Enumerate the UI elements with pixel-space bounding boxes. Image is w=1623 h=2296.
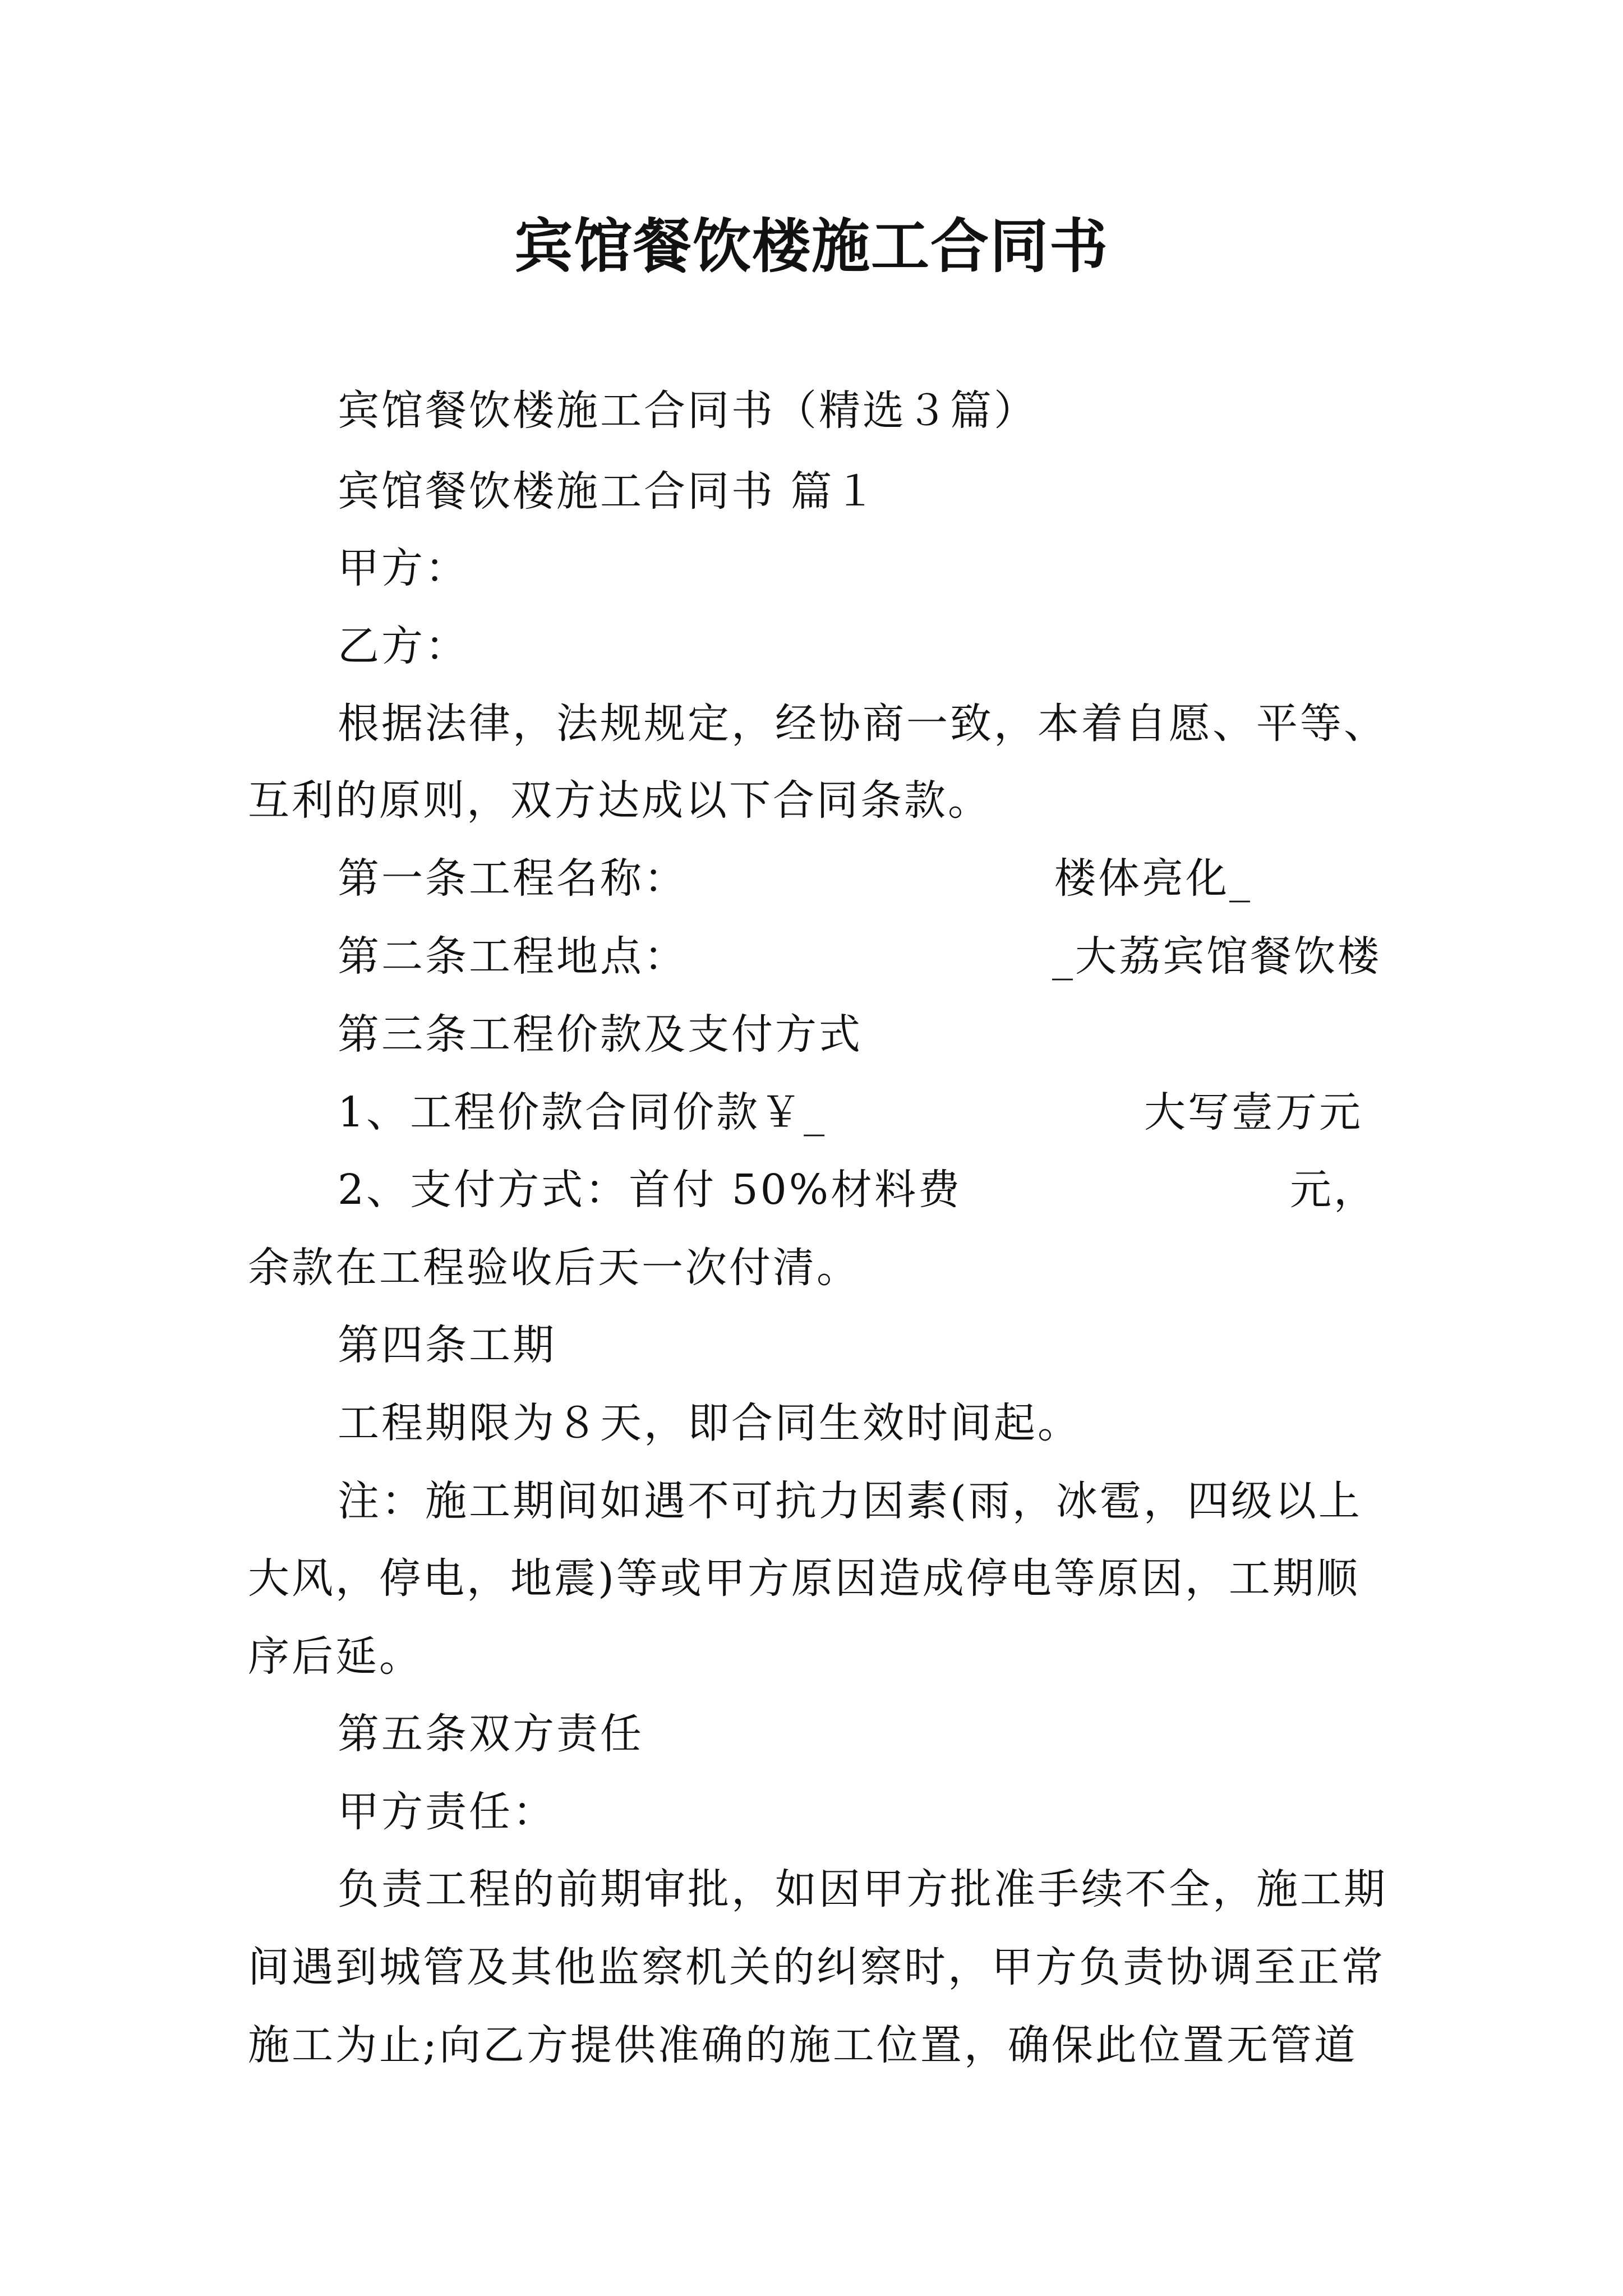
paragraph-line: 工程期限为８天，即合同生效时间起。: [338, 1399, 1081, 1447]
section-heading-part1: 宾馆餐饮楼施工合同书 篇１: [338, 467, 878, 516]
payment-unit: 元，: [1290, 1166, 1377, 1214]
document-title: 宾馆餐饮楼施工合同书: [514, 211, 1109, 280]
price-in-words: 大写壹万元: [1144, 1088, 1363, 1137]
paragraph-line: 间遇到城管及其他监察机关的纠察时，甲方负责协调至正常: [248, 1943, 1385, 1991]
note-line: 大风，停电，地震)等或甲方原因造成停电等原因，工期顺: [248, 1554, 1360, 1603]
note-line: 序后延。: [248, 1632, 423, 1681]
price-label: 1、工程价款合同价款￥_: [338, 1088, 827, 1137]
paragraph-line: 根据法律，法规规定，经协商一致，本着自愿、平等、: [338, 700, 1387, 748]
clause-5-heading: 第五条双方责任: [338, 1710, 644, 1758]
party-a-responsibility-label: 甲方责任：: [338, 1788, 556, 1836]
subtitle-selected: 宾馆餐饮楼施工合同书（精选３篇）: [338, 386, 1038, 435]
clause-1-value: 楼体亮化_: [1054, 854, 1252, 903]
clause-3-heading: 第三条工程价款及支付方式: [338, 1010, 863, 1059]
clause-2-label: 第二条工程地点：: [338, 932, 688, 981]
party-a-label: 甲方：: [338, 544, 469, 592]
payment-method-label: 2、支付方式：首付 50%材料费: [338, 1166, 962, 1214]
clause-1-label: 第一条工程名称：: [338, 854, 688, 903]
paragraph-line: 互利的原则，双方达成以下合同条款。: [248, 776, 992, 825]
clause-4-heading: 第四条工期: [338, 1321, 556, 1369]
party-b-label: 乙方：: [338, 622, 469, 670]
note-line: 注：施工期间如遇不可抗力因素(雨，冰雹，四级以上: [338, 1477, 1362, 1525]
paragraph-line: 余款在工程验收后天一次付清。: [248, 1244, 860, 1292]
clause-2-value: _大荔宾馆餐饮楼: [1052, 932, 1381, 981]
paragraph-line: 施工为止;向乙方提供准确的施工位置，确保此位置无管道: [248, 2021, 1358, 2069]
paragraph-line: 负责工程的前期审批，如因甲方批准手续不全，施工期: [338, 1865, 1387, 1913]
